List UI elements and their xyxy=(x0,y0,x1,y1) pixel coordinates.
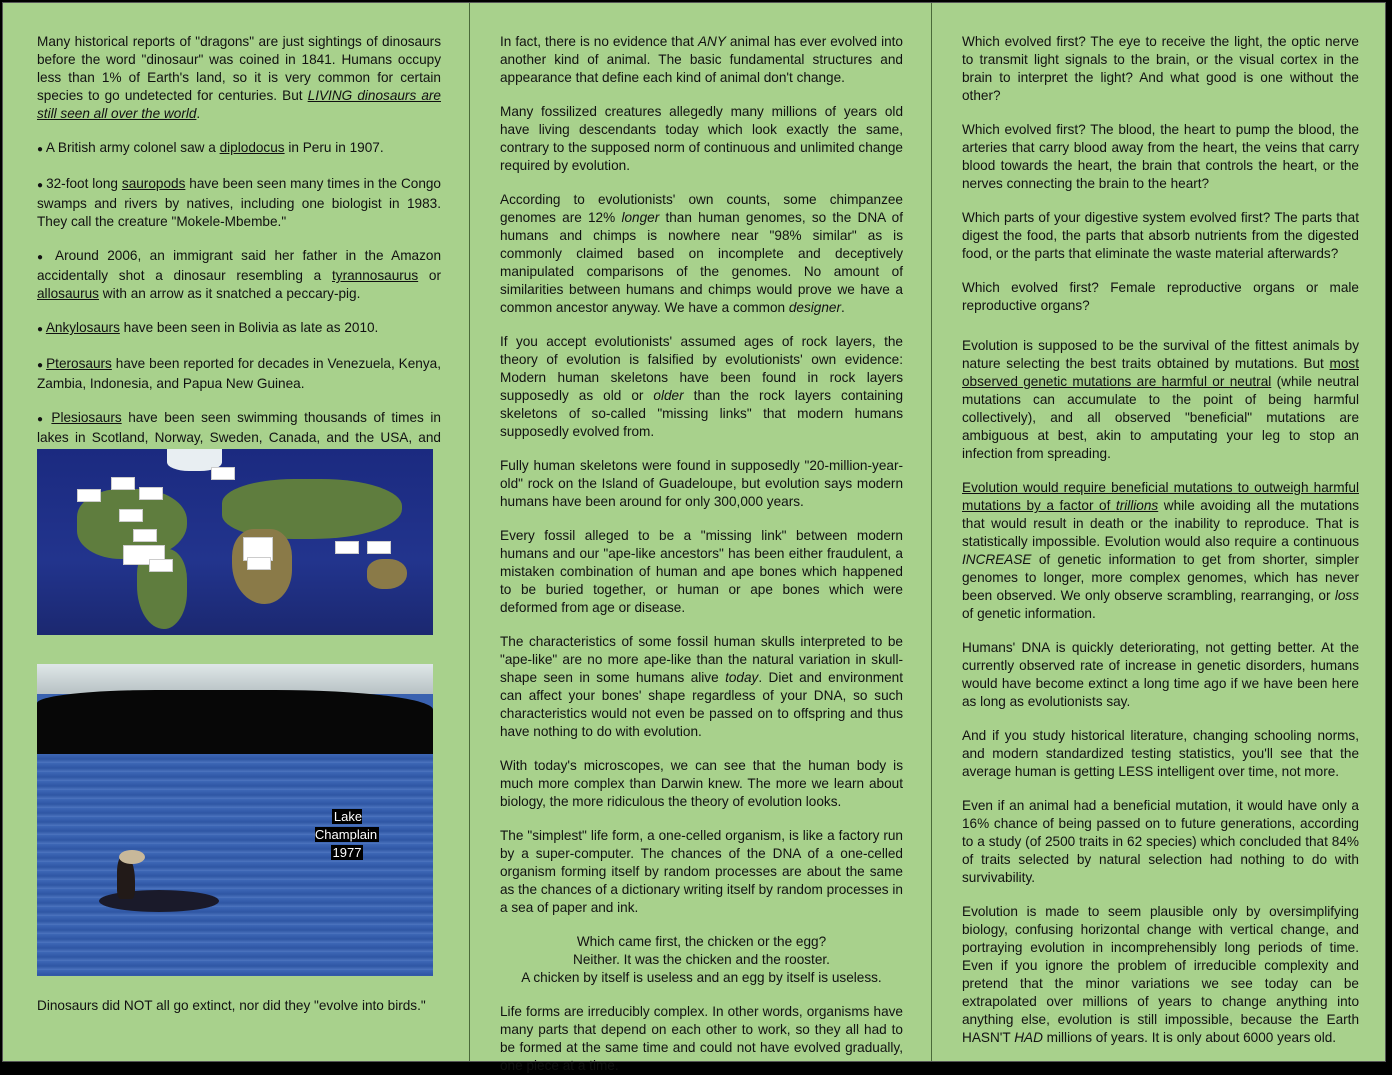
australia-shape xyxy=(367,559,407,589)
dinosaur-marker xyxy=(111,477,135,490)
brochure-page xyxy=(2,2,1386,1073)
intro-paragraph: Many historical reports of "dragons" are just sightings of dinosaurs before the word "dinosaur" was coined in 1841. Humans occupy less than 1% of Earth's land, so it is very common for certain species to go undetected for centuries. But LIVING dinosaurs are still seen all over the world. xyxy=(37,34,441,121)
paragraph: Evolution is supposed to be the survival of the fittest animals by nature selecting the best traits obtained by mutations. But most observed genetic mutations are harmful or neutral (while neutral mutations can accumulate to the point of being harmful collectively), and all observed "beneficial" mutations are ambiguous at best, akin to amputating your leg to stop an infection from spreading. xyxy=(962,338,1360,461)
column-middle xyxy=(469,3,931,1073)
sauropods-link[interactable]: sauropods xyxy=(121,176,186,191)
world-map-image xyxy=(37,449,433,635)
paragraph: The "simplest" life form, a one-celled organism, is like a factory run by a super-computer. The chances of the DNA of a one-celled organism forming itself by random processes are about the same as the chances of a dictionary writing itself by random processes in a sea of paper and ink. xyxy=(500,828,903,915)
diplodocus-link[interactable]: diplodocus xyxy=(219,140,285,155)
dinosaur-marker xyxy=(119,509,143,522)
paragraph: Which parts of your digestive system evolved first? The parts that digest the food, the parts that absorb nutrients from the digested food, or the parts that eliminate the waste material afterwards? xyxy=(962,210,1359,261)
paragraph: And if you study historical literature, changing schooling norms, and modern standardized testing statistics, you'll see that the average human is getting LESS intelligent over time, not more. xyxy=(962,728,1359,779)
allosaurus-link[interactable]: allosaurus xyxy=(37,286,99,301)
paragraph: In fact, there is no evidence that ANY animal has ever evolved into another kind of animal. The basic fundamental structures and appearance that define each kind of animal don't change. xyxy=(500,34,903,85)
dinosaur-caption: Dinosaurs did NOT all go extinct, nor did they "evolve into birds." xyxy=(37,998,426,1013)
beneficial-mutations-link[interactable]: Evolution would require beneficial mutations to outweigh harmful mutations by a factor of trillions xyxy=(962,480,1359,513)
lake-champlain-photo xyxy=(37,664,433,976)
paragraph: If you accept evolutionists' assumed ages of rock layers, the theory of evolution is falsified by evolutionists' own evidence: Modern human skeletons have been found in rock layers supposedly as old or older than the rock layers containing skeletons of so-called "missing links" that modern humans supposedly evolved from. xyxy=(500,334,904,439)
tree-line xyxy=(37,690,433,756)
column-right xyxy=(931,3,1387,1061)
paragraph: Many fossilized creatures allegedly many millions of years old have living descendants today which look exactly the same, contrary to the supposed norm of continuous and unlimited change required by evolution. xyxy=(500,104,903,173)
paragraph: Evolution is made to seem plausible only by oversimplifying biology, confusing horizontal change with vertical change, and portraying evolution in incomprehensibly long periods of time. Even if you ignore the problem of irreducible complexity and pretend that the minor variations we see today can be extrapolated over millions of years to change anything into anything else, evolution is still impossible, because the Earth HASN'T HAD millions of years. It is only about 6000 years old. xyxy=(962,904,1359,1045)
paragraph: Even if an animal had a beneficial mutation, it would have only a 16% chance of being passed on to future generations, according to a study (of 2500 traits in 62 species) which concluded that 84% of traits selected by natural selection had nothing to do with survivability. xyxy=(962,798,1359,885)
bullet-plesiosaurs: ● Plesiosaurs have been seen swimming thousands of times in lakes in Scotland, Norway, Sweden, Canada, and the USA, and xyxy=(37,409,441,465)
dinosaur-marker xyxy=(149,559,173,572)
paragraph: Fully human skeletons were found in supposedly "20-million-year-old" rock on the Island of Guadeloupe, but evolution says modern humans have been around for only 300,000 years. xyxy=(500,458,903,509)
ankylosaurs-link[interactable]: Ankylosaurs xyxy=(45,320,120,335)
living-dinosaurs-link[interactable]: LIVING dinosaurs are still seen all over the world xyxy=(37,88,441,121)
paragraph: Which evolved first? Female reproductive organs or male reproductive organs? xyxy=(962,280,1359,313)
bullet-diplodocus: ● A British army colonel saw a diplodocus in Peru in 1907. xyxy=(37,139,441,159)
tyrannosaurus-link[interactable]: tyrannosaurus xyxy=(332,268,419,283)
paragraph: Evolution would require beneficial mutations to outweigh harmful mutations by a factor of trillions while avoiding all the mutations that would result in death or the inability to reproduce. That is statistically impossible. Evolution would also require a continuous INCREASE of genetic information to get from shorter, simpler genomes to longer, more complex genomes, which has never been observed. We only observe scrambling, rearranging, or loss of genetic information. xyxy=(962,480,1360,621)
paragraph: Which evolved first? The blood, the heart to pump the blood, the arteries that carry blood away from the heart, the veins that carry blood towards the heart, the brain that controls the heart, or the nerves connecting the brain to the heart? xyxy=(962,122,1359,191)
creature-head xyxy=(119,850,145,864)
lake-water xyxy=(37,754,433,976)
paragraph: With today's microscopes, we can see that the human body is much more complex than Darwin knew. The more we learn about biology, the more ridiculous the theory of evolution looks. xyxy=(500,758,903,809)
dinosaur-marker xyxy=(211,467,235,480)
dinosaur-marker xyxy=(77,489,101,502)
paragraph: The characteristics of some fossil human skulls interpreted to be "ape-like" are no more ape-like than the natural variation in skull-shape seen in some humans alive today. Diet and environment can affect your bones' shape regardless of your DNA, so such characteristics would not even be passed on to offspring and thus have nothing to do with evolution. xyxy=(500,634,903,739)
bullet-tyrannosaurus: ● Around 2006, an immigrant said her father in the Amazon accidentally shot a dinosaur resembling a tyrannosaurus or allosaurus with an arrow as it snatched a peccary-pig. xyxy=(37,247,441,303)
bullet-sauropods: ● 32-foot long sauropods have been seen many times in the Congo swamps and rivers by natives, including one biologist in 1983. They call the creature "Mokele-Mbembe." xyxy=(37,175,441,231)
dinosaur-marker xyxy=(247,557,271,570)
paragraph: Life forms are irreducibly complex. In other words, organisms have many parts that depend on each other to work, so they all had to be formed at the same time and could not have evolved gradually, one piece at a time. xyxy=(500,1004,903,1073)
paragraph: According to evolutionists' own counts, some chimpanzee genomes are 12% longer than human genomes, so the DNA of humans and chimps is nowhere near "98% similar" as is commonly claimed based on incomplete and deceptively manipulated comparisons of the genomes. No amount of similarities between humans and chimps would prove we have a common ancestor anyway. We have a common designer. xyxy=(500,192,904,315)
bullet-pterosaurs: ● Pterosaurs have been reported for decades in Venezuela, Kenya, Zambia, Indonesia, and Papua New Guinea. xyxy=(37,355,441,393)
chicken-egg-block: Which came first, the chicken or the egg? Neither. It was the chicken and the rooster. A chicken by itself is useless and an egg by itself is useless. xyxy=(521,934,882,985)
dinosaur-marker xyxy=(367,541,391,554)
paragraph: Which evolved first? The eye to receive the light, the optic nerve to transmit light signals to the brain, or the visual cortex in the brain to interpret the light? And what good is one without the other? xyxy=(962,34,1359,103)
paragraph: Humans' DNA is quickly deteriorating, not getting better. At the currently observed rate of increase in genetic disorders, humans would have become extinct a long time ago if we have been here as long as evolutionists say. xyxy=(962,640,1359,709)
pterosaurs-link[interactable]: Pterosaurs xyxy=(46,356,112,371)
dinosaur-marker xyxy=(335,541,359,554)
harmful-mutations-link[interactable]: most observed genetic mutations are harmful or neutral xyxy=(962,356,1359,389)
dinosaur-marker xyxy=(139,487,163,500)
dinosaur-marker xyxy=(133,529,157,542)
plesiosaurs-link[interactable]: Plesiosaurs xyxy=(51,410,122,425)
paragraph: Every fossil alleged to be a "missing link" between modern humans and our "ape-like ancestors" has been either fraudulent, a mistaken combination of human and ape bones which happened to be buried together, or human or ape bones which were deformed from age or disease. xyxy=(500,528,903,615)
lake-champlain-label: Lake Champlain 1977 xyxy=(314,809,378,860)
bullet-ankylosaurs: ● Ankylosaurs have been seen in Bolivia as late as 2010. xyxy=(37,319,441,339)
